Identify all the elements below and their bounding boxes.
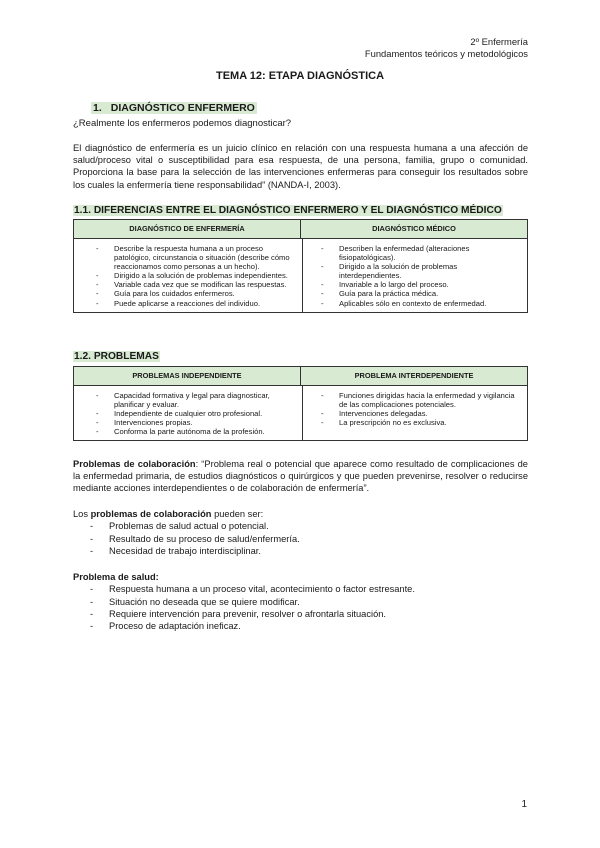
section-1-definition: El diagnóstico de enfermería es un juicio clínico en relación con una respuesta humana a una afección de salud/proceso vital o susceptibilidad para esa respuesta, de una persona, familia, grupo o comunidad. Proporciona la base para la selección de las intervenciones enfermeras para conseguir los resultados sobre los cuales la enfermería tiene responsabilidad” (NANDA-I, 2003). [73, 143, 528, 190]
list-item: - Necesidad de trabajo interdisciplinar. [90, 545, 528, 557]
page-title: TEMA 12: ETAPA DIAGNÓSTICA [215, 70, 385, 82]
table-header-row [74, 367, 527, 386]
table-header-nursing: DIAGNÓSTICO DE ENFERMERÍA [129, 224, 245, 233]
list-item: - Intervenciones delegadas. [321, 409, 521, 418]
section-1-number: 1. [93, 102, 102, 114]
section-1-1-heading: 1.1. DIFERENCIAS ENTRE EL DIAGNÓSTICO ENFERMERO Y EL DIAGNÓSTICO MÉDICO [74, 205, 502, 216]
table-cell-interdependent [302, 386, 527, 440]
collaboration-types [73, 508, 528, 557]
list-item: - Describen la enfermedad (alteraciones fisiopatológicas). [321, 244, 521, 262]
table-cell-nursing [74, 239, 302, 312]
list-item: - Dirigido a la solución de problemas interdependientes. [321, 262, 521, 280]
intro-text: Los [73, 509, 91, 519]
section-1-heading [91, 102, 257, 114]
collaboration-definition [73, 458, 528, 495]
section-1-title: DIAGNÓSTICO ENFERMERO [110, 102, 255, 114]
list-item: - Describe la respuesta humana a un proceso patológico, circunstancia o situación (describe cómo reaccionamos como personas a un hecho). [96, 244, 296, 271]
list-item: - Problemas de salud actual o potencial. [90, 520, 528, 532]
collaboration-label: Problemas de colaboración [73, 459, 196, 469]
list-item: - La prescripción no es exclusiva. [321, 418, 521, 427]
section-1-question: ¿Realmente los enfermeros podemos diagnosticar? [73, 118, 292, 129]
collaboration-types-intro [73, 508, 528, 520]
table-body-row [74, 239, 527, 312]
table-header-independent: PROBLEMAS INDEPENDIENTE [132, 371, 242, 380]
header-subject: Fundamentos teóricos y metodológicos [364, 48, 528, 59]
table-cell-independent [74, 386, 302, 440]
list-item: - Variable cada vez que se modifican las respuestas. [96, 280, 296, 289]
diagnosis-comparison-table [73, 219, 528, 313]
list-item: - Respuesta humana a un proceso vital, acontecimiento o factor estresante. [90, 583, 528, 595]
health-problem-heading: Problema de salud: [73, 572, 159, 582]
table-header-row [74, 220, 527, 239]
table-body-row [74, 386, 527, 440]
page-number: 1 [521, 799, 527, 810]
list-item: - Requiere intervención para prevenir, resolver o afrontarla situación. [90, 608, 528, 620]
list-item: - Intervenciones propias. [96, 418, 296, 427]
list-item: - Puede aplicarse a reacciones del individuo. [96, 299, 296, 308]
list-item: - Independiente de cualquier otro profesional. [96, 409, 296, 418]
table-header-interdependent: PROBLEMA INTERDEPENDIENTE [300, 367, 527, 385]
section-1-2-heading: 1.2. PROBLEMAS [74, 351, 159, 362]
list-item: - Funciones dirigidas hacia la enfermedad y vigilancia de las complicaciones potenciales. [321, 391, 521, 409]
table-header-medical: DIAGNÓSTICO MÉDICO [300, 220, 527, 238]
collaboration-text: : “Problema real o potencial que aparece como resultado de complicaciones de la enfermedad primaria, de estudios diagnósticos o quirúrgicos y que pueden prevenirse, resolver o reducirse mediante acciones interdependientes o de colaboración de enfermería”. [73, 459, 528, 494]
list-item: - Conforma la parte autónoma de la profesión. [96, 427, 296, 436]
list-item: - Aplicables sólo en contexto de enfermedad. [321, 299, 521, 308]
list-item: - Invariable a lo largo del proceso. [321, 280, 521, 289]
list-item: - Guía para la práctica médica. [321, 289, 521, 298]
problems-table [73, 366, 528, 441]
list-item: - Dirigido a la solución de problemas independientes. [96, 271, 296, 280]
list-item: - Capacidad formativa y legal para diagnosticar, planificar y evaluar. [96, 391, 296, 409]
list-item: - Resultado de su proceso de salud/enfermería. [90, 533, 528, 545]
health-problem-section [73, 571, 528, 632]
intro-bold: problemas de colaboración [90, 509, 212, 519]
list-item: - Situación no deseada que se quiere modificar. [90, 596, 528, 608]
list-item: - Guía para los cuidados enfermeros. [96, 289, 296, 298]
intro-text: pueden ser: [211, 509, 264, 519]
table-cell-medical [302, 239, 527, 312]
list-item: - Proceso de adaptación ineficaz. [90, 620, 528, 632]
header-course: 2º Enfermería [470, 36, 528, 47]
